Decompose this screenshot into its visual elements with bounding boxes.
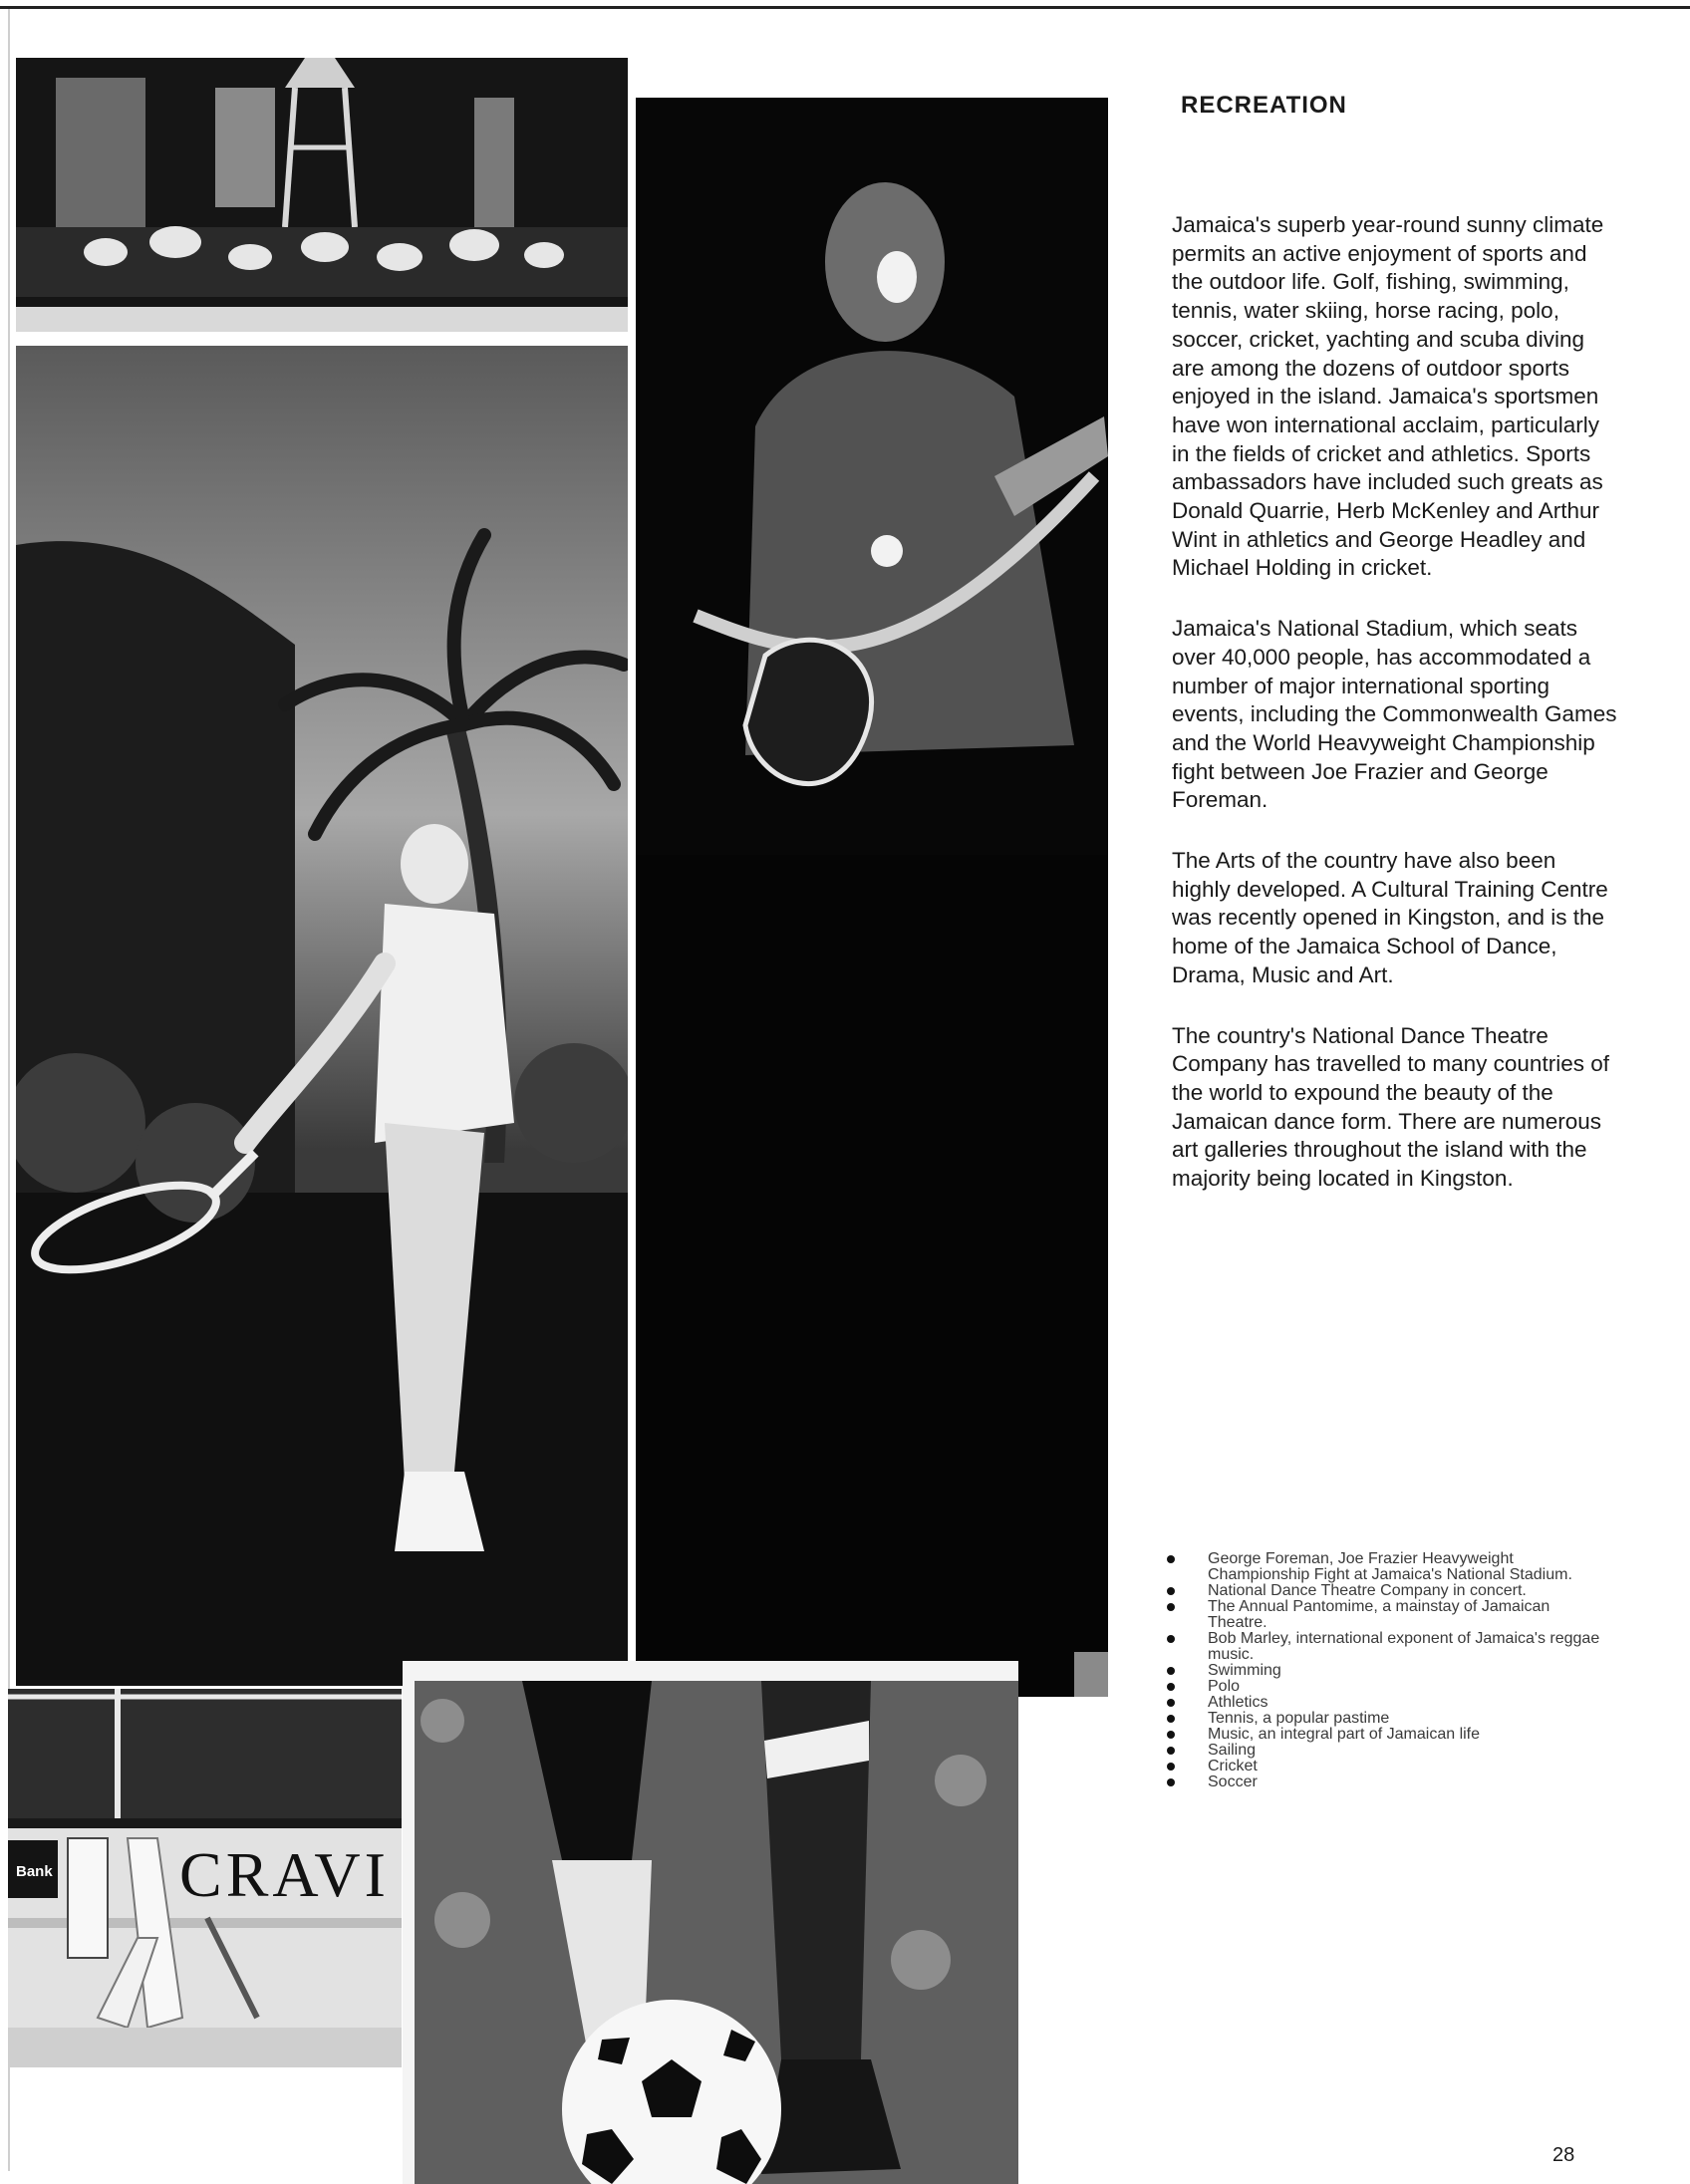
caption-item: Swimming: [1164, 1663, 1602, 1679]
photo-captions-list: [1164, 1551, 1602, 1790]
caption-item: Tennis, a popular pastime: [1164, 1711, 1602, 1727]
caption-item: Soccer: [1164, 1774, 1602, 1790]
caption-item: Polo: [1164, 1679, 1602, 1695]
photo-tennis: [16, 346, 628, 1686]
caption-item: Bob Marley, international exponent of Jamaica's reggae music.: [1164, 1631, 1602, 1663]
article-body: [1172, 211, 1620, 1226]
paragraph-sports: Jamaica's superb year-round sunny climate permits an active enjoyment of sports and the outdoor life. Golf, fishing, swimming, tennis, water skiing, horse racing, polo, soccer, cricket, yachting and scuba diving are among the dozens of outdoor sports enjoyed in the island. Jamaica's sportsmen have won international acclaim, particularly in the fields of cricket and athletics. Sports ambassadors have included such greats as Donald Quarrie, Herb McKenley and Arthur Wint in athletics and George Headley and Michael Holding in cricket.: [1172, 212, 1604, 581]
caption-item: Athletics: [1164, 1695, 1602, 1711]
photo-dance-theatre: [16, 58, 628, 332]
paragraph-stadium: Jamaica's National Stadium, which seats over 40,000 people, has accommodated a number of major international sporting events, including the Commonwealth Games and the World Heavyweight Championship fight between Joe Frazier and George Foreman.: [1172, 616, 1617, 813]
section-heading: RECREATION: [1181, 92, 1347, 119]
caption-item: Music, an integral part of Jamaican life: [1164, 1727, 1602, 1743]
photo-bob-marley: [636, 98, 1108, 1697]
bank-sign: Bank: [16, 1863, 53, 1880]
caption-item: National Dance Theatre Company in concert.: [1164, 1583, 1602, 1599]
caption-item: The Annual Pantomime, a mainstay of Jamaican Theatre.: [1164, 1599, 1602, 1631]
caption-item: Sailing: [1164, 1743, 1602, 1759]
page-number: 28: [1552, 2144, 1575, 2166]
caption-item: George Foreman, Joe Frazier Heavyweight Championship Fight at Jamaica's National Stadium.: [1164, 1551, 1602, 1583]
caption-item: Cricket: [1164, 1759, 1602, 1774]
billboard-lettering: CRAVI: [179, 1839, 390, 1910]
top-rule: [0, 6, 1690, 9]
photo-soccer: [403, 1661, 1018, 2184]
paragraph-arts: The Arts of the country have also been highly developed. A Cultural Training Centre was recently opened in Kingston, and is the home of the Jamaica School of Dance, Drama, Music and Art.: [1172, 848, 1608, 987]
photo-cricket: [8, 1689, 402, 2067]
paragraph-dance-theatre: The country's National Dance Theatre Company has travelled to many countries of the world to expound the beauty of the Jamaican dance form. There are numerous art galleries throughout the island with the majority being located in Kingston.: [1172, 1022, 1609, 1192]
